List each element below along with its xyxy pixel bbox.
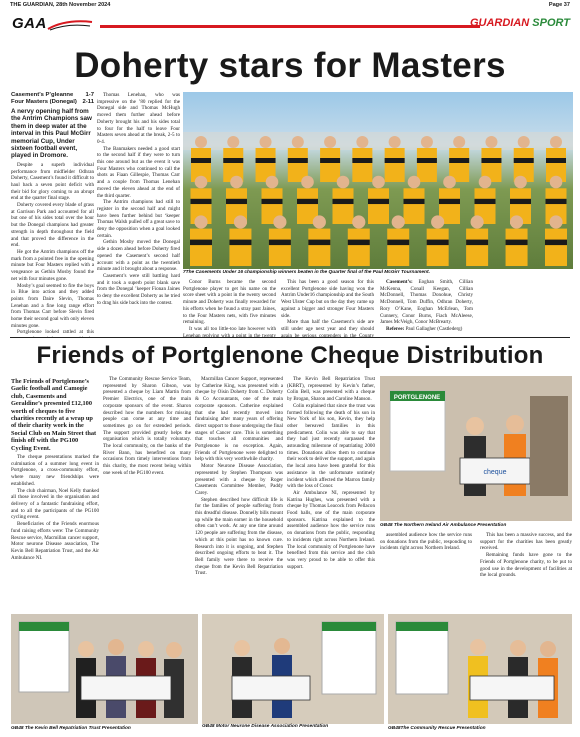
headline-doherty: Doherty stars for Masters — [74, 46, 506, 85]
player-head — [292, 136, 304, 148]
story2-para: Remaining funds have gone to the Friends of Portglenone charity, to be put to good use in the development of facilities at the local grounds. — [480, 552, 572, 579]
section-bar — [0, 12, 580, 40]
score-value2: 2-11 — [82, 99, 94, 105]
player-head — [372, 176, 385, 189]
player-jersey-band — [387, 240, 409, 246]
masthead — [0, 0, 580, 42]
story2-para: Motor Neurone Disease Association, represented by Stephen Thompson was presented with a cheque by Roger Casements Committee Member, Paddy Carey. — [195, 463, 283, 496]
story2-col-5 — [380, 532, 472, 610]
mnd-scene — [202, 614, 384, 724]
player-head — [550, 136, 562, 148]
story2-para: The cheque presentations marked the culmination of a summer long event in Portglenone, a cross-community effort, where many new friendships were established. — [11, 454, 99, 487]
player-head — [352, 215, 365, 228]
air-ambulance-caption: GB48 The Northern Ireland Air Ambulance Presentation — [380, 523, 507, 528]
team-photo — [183, 92, 573, 269]
player-head — [266, 176, 279, 189]
teams-casements: Eoghan Smith, Cillian McKenna, Conall Keegan, Cillian McDonnell, Thomas Donohue, Christy McDonnell, Tom Duffin, Odhran Doherty, Rory O’Kane, Eoghan McErlean, Tom Cunnery, Conor Burns, Fiach McAleese, James McVeigh, Conor McBrearty. — [380, 279, 473, 326]
kevin-bell-scene — [11, 614, 198, 724]
player-jersey-band — [191, 158, 211, 163]
cheque-text: cheque — [483, 469, 507, 476]
team-photo-figures — [183, 92, 573, 269]
story1-para: Casement’s were still battling hard and it took a superb point blank save from the Donegal ’keeper Fionan Jaines to deny the excellent Doherty as he tried to drag his side back into the contest. — [97, 272, 180, 306]
player-jersey — [387, 229, 409, 266]
player-jersey — [385, 148, 405, 182]
player-jersey-band — [348, 240, 370, 246]
story1-para: The Banmakers needed a good start to the second half if they were to turn this one around but as the event it was Four Masters who continued to call the shots as Fiaan Gillespie, Thomas Carr and a couple from Thomas Lenehan moved the eleven ahead at the end of the third quarter. — [97, 145, 180, 199]
player-head — [324, 136, 336, 148]
player-jersey-band — [333, 199, 354, 204]
story1-referee — [380, 326, 473, 333]
player-head — [227, 136, 239, 148]
player-jersey — [229, 229, 251, 266]
section-red-rule — [100, 25, 480, 28]
player-head — [195, 176, 208, 189]
kevin-bell-photo — [11, 614, 198, 724]
player-head — [485, 136, 497, 148]
player-head — [230, 176, 243, 189]
player-head — [443, 176, 456, 189]
story2-col-2 — [103, 376, 191, 608]
air-ambulance-scene — [380, 376, 572, 521]
mnd-photo — [202, 614, 384, 724]
player-jersey — [333, 188, 354, 224]
masthead-strip — [0, 0, 580, 10]
story-divider — [10, 337, 570, 338]
player-head — [471, 215, 484, 228]
story2-para: The club chairman, Noel Kelly thanked all those involved in the organisation and delivery of a fantastic fundraising effort, and to all the participants of the PG100 cycling event. — [11, 487, 99, 521]
player-jersey — [545, 229, 567, 266]
player-jersey-band — [190, 240, 212, 246]
player-jersey — [466, 229, 488, 266]
score-line-2 — [11, 99, 94, 106]
page-number: Page 37 — [548, 2, 570, 8]
player-head — [234, 215, 247, 228]
team-photo-caption: 7The Casements Under 16 championship winners beaten in the Quarter final of the Paul McGirr Tournament. — [183, 270, 430, 275]
player-jersey-band — [546, 199, 567, 204]
player-jersey-band — [545, 240, 567, 246]
story1-para: Mosby’s goal seemed to fire the boys in Blue into action and they added points from Daire Slevin, Thomas Lenehan and a fine long range effort from Thomas Carr before Slevin fired home their second goal with only eleven minutes gone. — [11, 282, 94, 329]
player-jersey-band — [404, 199, 425, 204]
story1-para: He got the Antrim champions off the mark from a pointed free in the opening minute but Four Masters replied with a vengeance as Gethin Mosby found the net with four minutes gone. — [11, 248, 94, 282]
player-jersey — [308, 229, 330, 266]
story1-para: Despite a superb individual performance from midfielder Odhran Doherty, Casement’s found it difficult to haul back a seven point deficit with their bid for glory coming to an abrupt end at the quarter final stage. — [11, 161, 94, 202]
player-head — [392, 215, 405, 228]
player-head — [453, 136, 465, 148]
player-head — [273, 215, 286, 228]
player-head — [408, 176, 421, 189]
player-head — [356, 136, 368, 148]
story2-col-4 — [287, 376, 375, 608]
story1-para: Gethin Mosby moved the Donegal side a dozen ahead before Doherty fired opened the Casement’s second half account with a point as the twentieth minute and it brought about a response. — [97, 239, 180, 273]
story2-para-cont: assembled audience how the service runs on donations from the public, responding to incidents right across Northern Ireland. — [380, 532, 472, 552]
player-head — [514, 176, 527, 189]
kevin-bell-caption: GB48 The Kevin Bell Repatriation Trust Presentation — [11, 726, 131, 731]
player-jersey-band — [320, 158, 340, 163]
player-head — [421, 136, 433, 148]
guardian-sport-logo — [470, 17, 570, 29]
referee-label: Referee: — [386, 325, 405, 332]
story2-lead: The Friends of Portglenone’s Gaelic football and Camogie club, Casements and Geraldine’s presented £12,100 worth of cheques to five charities recently at a wrap up of their charity work in the Social Club on Main Street that finish off with the PG100 Cycling Event. — [11, 378, 97, 452]
story2-col-3 — [195, 376, 283, 608]
community-rescue-photo — [388, 614, 572, 724]
player-jersey-band — [368, 199, 389, 204]
player-jersey-band — [288, 158, 308, 163]
player-jersey-band — [475, 199, 496, 204]
player-jersey — [417, 148, 437, 182]
story1-para: Thomas Lenehan, who was impressive on the ’80 replied for the Donegal side and Thomas McHugh moved them further ahead before Doherty brought his and his sides total to four for the half to leave Four Masters seven ahead at the break, 2-5 to 0-4. — [97, 92, 180, 145]
story1-teams-cas — [380, 279, 473, 326]
sport-logo-guardian: GUARDIAN — [469, 17, 530, 29]
player-jersey-band — [506, 240, 528, 246]
player-jersey-band — [297, 199, 318, 204]
player-jersey-band — [256, 158, 276, 163]
score-team2: Four Masters (Donegal) — [11, 99, 77, 105]
banner-text: PORTGLENONE — [393, 395, 441, 401]
player-head — [431, 215, 444, 228]
player-jersey-band — [226, 199, 247, 204]
player-head — [195, 136, 207, 148]
story1-col-5 — [380, 279, 473, 337]
story1-col-2 — [97, 92, 180, 337]
story1-col-4 — [281, 279, 374, 337]
player-head — [550, 176, 563, 189]
player-jersey — [320, 148, 340, 182]
player-head — [549, 215, 562, 228]
mnd-caption: GB48 Motor Neurone Disease Association Presentation — [202, 724, 329, 729]
referee-name: Paul Gallagher (Castlederg) — [405, 325, 463, 332]
player-jersey-band — [308, 240, 330, 246]
story1-para: Portglenone looked rattled at this — [17, 329, 94, 336]
story1-para: More than half the Casement’s side are still under age next year and they should again be serious contenders in the County — [281, 319, 374, 337]
air-ambulance-photo — [380, 376, 572, 521]
player-head — [479, 176, 492, 189]
story2-para: This has been a massive success, and the support for the charities has been greatly received. — [480, 532, 572, 552]
player-jersey-band — [546, 158, 566, 163]
story1-para: The Antrim champions had still to register in the second half and might have been further behind but ‘keeper Thomas Walsh pulled off a great save to deny the opposition when a goal looked certain. — [97, 199, 180, 239]
story1-para: It was all too little-too late however with Lenehan replying with a point in the twenty — [183, 325, 276, 337]
player-head — [301, 176, 314, 189]
player-jersey-band — [352, 158, 372, 163]
headline-cheque-distribution: Friends of Portglenone Cheque Distribution — [36, 342, 544, 369]
player-jersey — [506, 229, 528, 266]
player-head — [510, 215, 523, 228]
story1-col-1 — [11, 92, 94, 337]
story1-lead: A nervy opening half from the Antrim Champions saw them in deep water at the interval in this Paul McGirr memorial Cup, Under sixteen football event, played in Dromore. — [11, 108, 92, 160]
player-jersey — [352, 148, 372, 182]
player-jersey-band — [427, 240, 449, 246]
player-head — [313, 215, 326, 228]
player-jersey-band — [466, 240, 488, 246]
player-jersey-band — [229, 240, 251, 246]
score-team1: Casement’s P’gleanne — [11, 92, 74, 98]
story2-para: Stephen described how difficult life is for the families of people suffering from this dreadful disease. Donnelly bills mount up while the main earner in the household often can’t work. At any one time around 120 people are suffering from the disease, which at this point has no known cure. Research into it is ongoing, and Stephen described ongoing efforts to beat it. The Bell family were there to receive the cheque from the Kevin Bell Repatriation Trust. — [195, 496, 283, 577]
player-jersey — [190, 229, 212, 266]
player-jersey-band — [481, 158, 501, 163]
player-jersey-band — [385, 158, 405, 163]
player-jersey — [404, 188, 425, 224]
player-jersey — [348, 229, 370, 266]
player-head — [260, 136, 272, 148]
story1-para: Doherty covered every blade of grass at Garrison Park and accounted for all but one of his sides total over the hour but the Donegal champions had greater strength in depth throughout the field and that proved the difference in the end. — [11, 202, 94, 249]
player-head — [518, 136, 530, 148]
score-value1: 1-7 — [85, 92, 94, 98]
player-jersey-band — [510, 199, 531, 204]
player-jersey-band — [439, 199, 460, 204]
player-jersey — [269, 229, 291, 266]
player-jersey-band — [417, 158, 437, 163]
player-head — [389, 136, 401, 148]
story2-para: The Kevin Bell Repatriation Trust (KBRT), represented by Kevin’s father, Colin Bell, was presented with a cheque by Brogan, Sharon and Caroline Manson. — [287, 376, 375, 403]
story2-col-6 — [480, 532, 572, 610]
community-rescue-caption: GB48The Community Rescue Presentation — [388, 726, 486, 731]
player-head — [337, 176, 350, 189]
story2-para: Air Ambulance NI, represented by Katrina Hughes, was presented with a cheque by Thomas Leacock from Pellacon Food halls, one of the main corporate sponsors. Katrina explained to the assembled audience how the service runs on donations from the public, responding to incidents right across Northern Ireland. The local community of Portglenone have benefited from this service and the club was very proud to be able to offer this support. — [287, 489, 375, 570]
story1-para: Conor Burns became the second Portglenone player to get his name on the score sheet with a point in the twenty second minute and Doherty was finally rewarded for his efforts when he found a stray past Jaines, to the Four Masters nets, with five minutes remaining. — [183, 279, 276, 326]
player-jersey-band — [269, 240, 291, 246]
story2-para: Beneficiaries of the Friends enormous fund raising efforts were: The Community Rescue service, Macmillan cancer support, Motor neurone Disease association, The Kevin Bell Repatriation Trust, and the Air Ambulance NI. — [11, 521, 99, 561]
gaa-logo-text: GAA — [12, 15, 47, 32]
story2-para: Macmillan Cancer Support, represented by Catherine King, was presented with a cheque by Oisin Doherty from C. Doherty & Co Accountants, one of the main corporate sponsors. Catherine explained that she had recently moved into fundraising after many years of offering direct support to those undergoing the final stages of Cancer care. This is something that touches all communities and Portglenone is no exception. Again, Friends of Portglenone were delighted to help with this very worthwhile charity. — [195, 376, 283, 463]
story1-para: This has been a good season for this excellent Portglenone side having won the Antrim Under16 championship and the South West Ulster Cup but on the day they came up against a bigger and stronger Four Masters side. — [281, 279, 374, 319]
gaa-logo — [12, 15, 102, 35]
player-head — [194, 215, 207, 228]
casements-label: Casement’s: — [386, 279, 413, 285]
gaa-flourish-icon — [46, 19, 94, 31]
player-jersey-band — [191, 199, 212, 204]
story2-col-1 — [11, 376, 99, 608]
paper-date: THE GUARDIAN, 28th November 2024 — [10, 2, 111, 8]
player-jersey-band — [262, 199, 283, 204]
player-jersey-band — [449, 158, 469, 163]
sport-logo-sport: SPORT — [532, 17, 570, 29]
player-jersey — [427, 229, 449, 266]
story1-col-3 — [183, 279, 276, 337]
story2-para: Colin explained that since the trust was formed following the death of his son in New York of his son, Kevin, they help other bereaved families in this predicament. Colin was able to say that they had just recently surpassed the astounding milestone of repatriating 2000 times. Donations allow them to continue their work to deliver the support, and again the local area have been grateful for this assistance in the unfortunate untimely incident which affected the Marron family with the loss of Conor. — [287, 402, 375, 490]
player-jersey — [368, 188, 389, 224]
player-jersey-band — [223, 158, 243, 163]
story2-para: The Community Rescue Service Team, represented by Sharon Gibson, was presented a cheque by Liam Martin from Premier Electrics, one of the main corporate sponsors of the event. Sharon described how the numbers for missing people can come at any time and sometimes go on for extended periods. The support provided greatly helps the organisation which is totally voluntary. The local community, on the banks of the River Bann, has benefited on many occasions from timely interventions from this charity, the most recent being within one week of the PG100 event. — [103, 376, 191, 476]
player-jersey-band — [514, 158, 534, 163]
community-rescue-scene — [388, 614, 572, 724]
score-line-1 — [11, 92, 94, 99]
